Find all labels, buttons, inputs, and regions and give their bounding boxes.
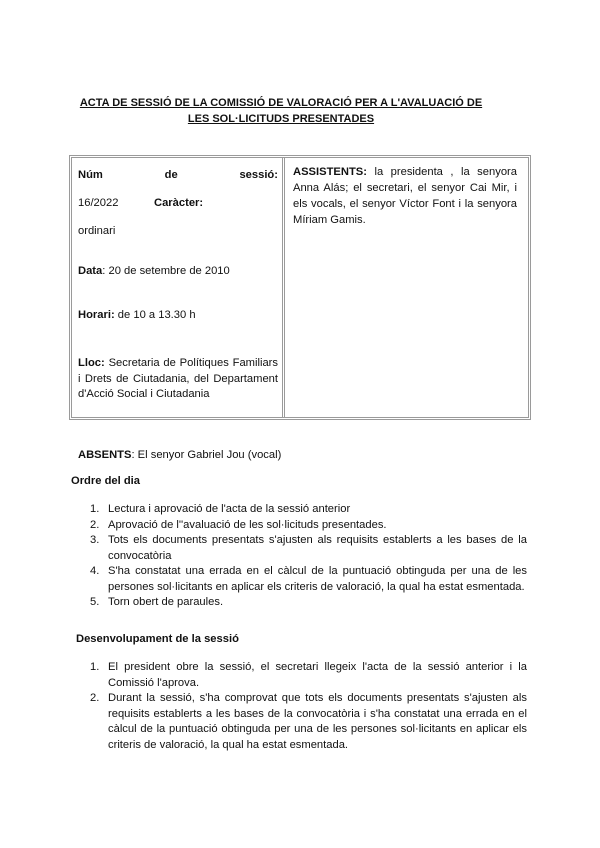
session-word-sessio: sessió: [239, 169, 278, 181]
list-item-number: 2. [90, 518, 100, 531]
list-item-text: Torn obert de paraules. [108, 596, 224, 608]
attendees-label: ASSISTENTS: [293, 166, 367, 178]
session-number-label [78, 168, 278, 183]
list-item-text: El president obre la sessió, el secretari llegeix l'acta de la sessió anterior i la Comissió l'aprova. [108, 661, 527, 689]
proceedings-list [90, 660, 527, 753]
list-item [90, 595, 527, 611]
session-number-value: 16/2022 [78, 197, 119, 209]
session-details-cell [72, 158, 285, 417]
session-word-num: Núm [78, 169, 103, 181]
list-item-number: 4. [90, 565, 100, 577]
title-line-2: LES SOL·LICITUDS PRESENTADES [187, 113, 375, 125]
location-value: Secretaria de Polítiques Familiars i Drets de Ciutadania, del Departament d'Acció Social i Ciutadania [78, 357, 278, 400]
agenda-heading: Ordre del dia [71, 475, 141, 487]
list-item [90, 533, 527, 564]
list-item-number: 3. [90, 534, 100, 546]
list-item-text: Aprovació de l''avaluació de les sol·licituds presentades. [108, 518, 387, 531]
proceedings-heading: Desenvolupament de la sessió [76, 633, 239, 645]
list-item-text: Tots els documents presentats s'ajusten als requisits establerts a les bases de la convocatòria [108, 534, 527, 562]
list-item [90, 691, 527, 753]
document-title [76, 95, 486, 127]
attendees-row [293, 164, 517, 228]
absents-line [78, 448, 281, 463]
location-row [78, 356, 278, 403]
date-label: Data [78, 265, 103, 277]
schedule-row [78, 308, 196, 323]
list-item-text: S'ha constatat una errada en el càlcul de la puntuació obtinguda per una de les persones sol·licitants en aplicar els criteris de valoració, la qual ha estat esmentada. [108, 565, 527, 593]
list-item [90, 660, 527, 691]
schedule-value: de 10 a 13.30 h [114, 309, 196, 321]
absents-value: : El senyor Gabriel Jou (vocal) [131, 449, 282, 461]
location-label: Lloc: [78, 357, 105, 369]
attendees-cell [285, 158, 528, 417]
date-row [78, 264, 230, 279]
list-item [90, 502, 527, 518]
caracter-label: Caràcter: [154, 197, 204, 209]
attendees-value: la presidenta , la senyora Anna Alás; el secretari, el senyor Cai Mir, i els vocals, el senyor Víctor Font i la senyora Míriam Gamis. [293, 166, 517, 226]
schedule-label: Horari: [78, 309, 115, 321]
list-item-number: 2. [90, 692, 100, 704]
title-line-1: ACTA DE SESSIÓ DE LA COMISSIÓ DE VALORACIÓ PER A L'AVALUACIÓ DE [79, 97, 483, 109]
list-item [90, 564, 527, 595]
list-item-text: Lectura i aprovació de l'acta de la sessió anterior [108, 503, 351, 515]
absents-label: ABSENTS [78, 449, 132, 461]
date-value: : 20 de setembre de 2010 [102, 265, 230, 277]
session-word-de: de [164, 169, 178, 181]
session-number-row [78, 196, 278, 211]
list-item-text: Durant la sessió, s'ha comprovat que tots els documents presentats s'ajusten als requisits establerts a les bases de la convocatòria i s'ha constatat una errada en el càlcul de la puntuació obtinguda per una de les persones sol·licitants en aplicar els criteris de valoració, la qual ha estat esmentada. [108, 692, 527, 751]
list-item [90, 518, 527, 534]
list-item-number: 5. [90, 596, 100, 608]
caracter-value: ordinari [78, 225, 116, 237]
list-item-number: 1. [90, 661, 100, 673]
agenda-list [90, 502, 527, 611]
session-info-table [69, 155, 531, 420]
list-item-number: 1. [90, 503, 100, 515]
